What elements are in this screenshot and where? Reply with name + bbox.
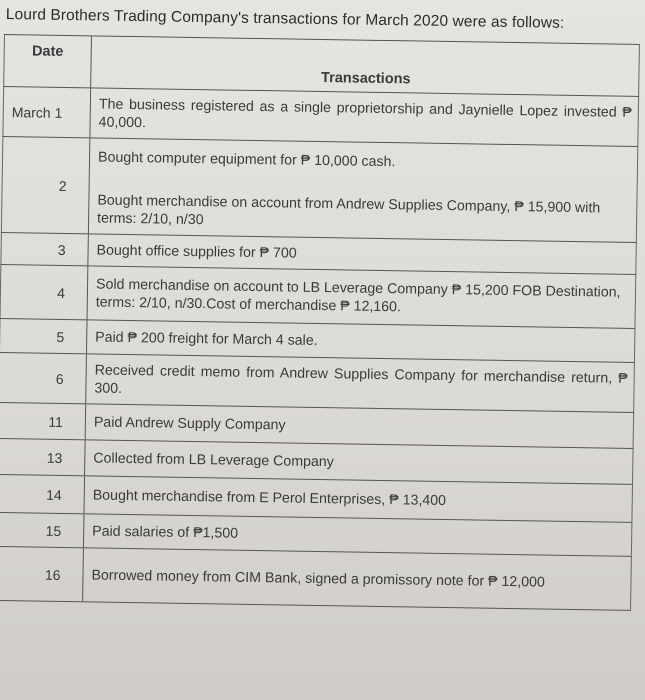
transaction-text: Bought office supplies for ₱ 700 (96, 241, 297, 262)
row-date: 15 (0, 513, 84, 547)
row-date: March 1 (2, 87, 91, 137)
row-date: 2 (1, 137, 90, 233)
transaction-text: Bought merchandise from E Perol Enterprises, ₱ 13,400 (92, 486, 447, 509)
transaction-text: Borrowed money from CIM Bank, signed a promissory note for ₱ 12,000 (91, 566, 546, 591)
table-row (1, 137, 638, 243)
table-row (0, 547, 632, 611)
row-date: 14 (0, 475, 85, 513)
transaction-text: Paid Andrew Supply Company (93, 413, 286, 433)
row-transaction (90, 88, 639, 146)
row-date: 11 (0, 403, 86, 439)
transaction-text: Bought computer equipment for ₱ 10,000 cash. (97, 149, 396, 171)
row-transaction (89, 138, 638, 242)
row-date: 6 (0, 353, 87, 403)
date-column-header: Date (3, 35, 92, 87)
transaction-text: Bought merchandise on account from Andrew Supplies Company, ₱ 15,900 with terms: 2/10, n/30 (96, 192, 601, 229)
transaction-text: Sold merchandise on account to LB Leverage Company ₱ 15,200 FOB Destination, terms: 2/10, n/30.Cost of merchandise ₱ 12,160. (95, 275, 621, 315)
row-date: 4 (0, 265, 88, 319)
transactions-column-header: Transactions (91, 36, 640, 96)
row-transaction (83, 548, 632, 610)
row-date: 3 (0, 233, 88, 265)
row-transaction (88, 266, 637, 328)
table-row (0, 265, 636, 329)
row-date: 13 (0, 439, 86, 475)
transaction-text: Paid ₱ 200 freight for March 4 sale. (95, 328, 318, 349)
row-date: 16 (0, 547, 84, 601)
row-transaction (86, 354, 635, 412)
transaction-text: The business registered as a single proprietorship and Jaynielle Lopez invested ₱ 40,000. (98, 96, 632, 131)
transactions-table (0, 34, 640, 611)
page-heading: Lourd Brothers Trading Company's transactions for March 2020 were as follows: (5, 6, 565, 32)
row-date: 5 (0, 319, 88, 353)
transaction-text: Paid salaries of ₱1,500 (92, 522, 239, 542)
transaction-text: Received credit memo from Andrew Supplies Company for merchandise return, ₱ 300. (94, 361, 628, 397)
transaction-text: Collected from LB Leverage Company (93, 449, 334, 470)
